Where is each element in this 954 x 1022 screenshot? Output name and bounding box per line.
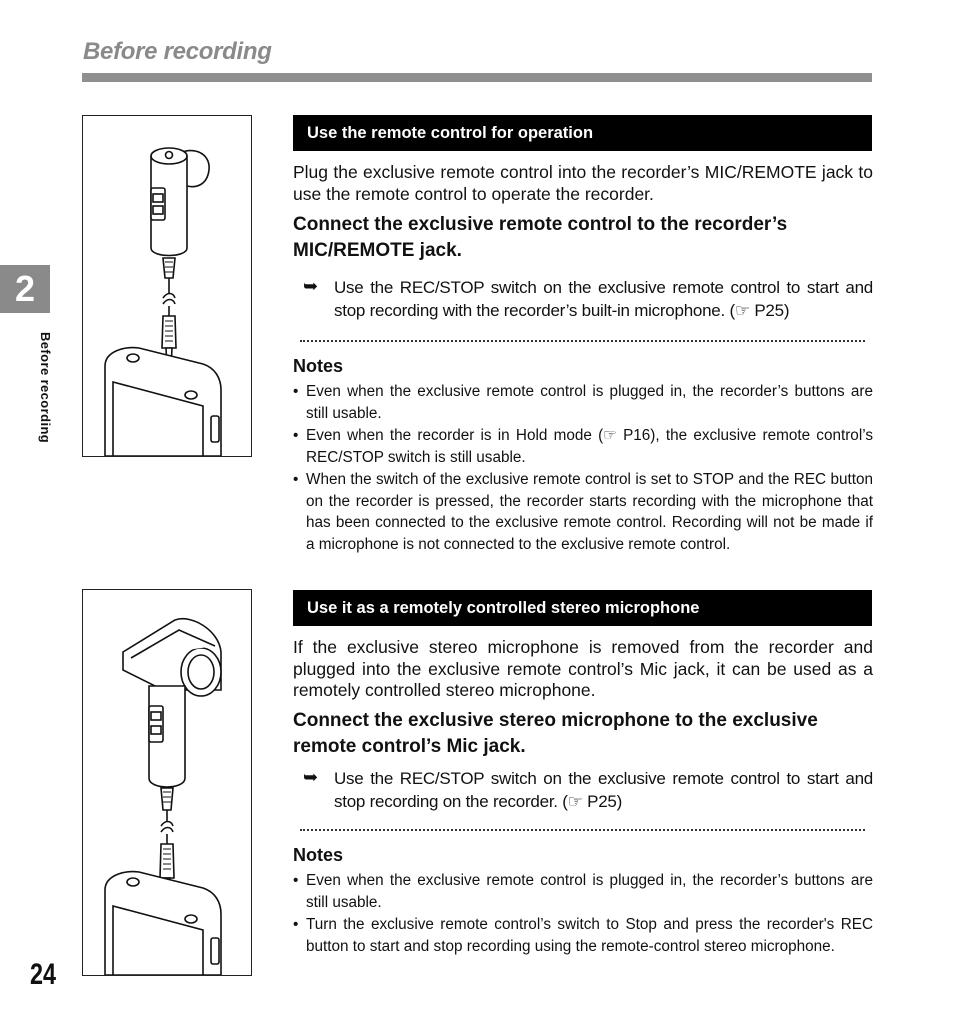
notes-title: Notes bbox=[293, 845, 344, 865]
note-item: • When the switch of the exclusive remote control is set to STOP and the REC button on the recorder is pressed, the recorder starts recording with the microphone that has been connected to the exclusive remote control. Recording will not be made if a microphone is not connected to the exclusive remote control. bbox=[293, 469, 873, 555]
step-item bbox=[293, 767, 873, 813]
note-item: • Even when the exclusive remote control is plugged in, the recorder’s buttons are still usable. bbox=[293, 870, 873, 913]
arrow-icon: ➥ bbox=[303, 767, 319, 787]
note-item: • Even when the recorder is in Hold mode (☞ P16), the exclusive remote control’s REC/STOP switch is still usable. bbox=[293, 425, 873, 468]
section-heading-remote-control: Use the remote control for operation bbox=[293, 115, 872, 151]
section-intro: Plug the exclusive remote control into the recorder’s MIC/REMOTE jack to use the remote control to operate the recorder. bbox=[293, 162, 873, 204]
notes-list bbox=[293, 870, 873, 958]
dotted-divider bbox=[300, 829, 865, 831]
step-text: Use the REC/STOP switch on the exclusive remote control to start and stop recording on the recorder. (☞ P25) bbox=[334, 769, 873, 811]
step-text: Use the REC/STOP switch on the exclusive remote control to start and stop recording with the recorder’s built-in microphone. (☞ P25) bbox=[334, 278, 873, 320]
notes-title: Notes bbox=[293, 356, 344, 376]
section-intro: If the exclusive stereo microphone is removed from the recorder and plugged into the exclusive remote control’s Mic jack, it can be used as a remotely controlled stereo microphone. bbox=[293, 637, 873, 700]
section-subheading: Connect the exclusive remote control to the recorder’s MIC/REMOTE jack. bbox=[293, 214, 788, 261]
sidebar-section-label: Before recording bbox=[38, 332, 53, 444]
header-rule bbox=[82, 73, 872, 82]
section-subheading: Connect the exclusive stereo microphone to the exclusive remote control’s Mic jack. bbox=[293, 710, 818, 757]
step-item bbox=[293, 276, 873, 322]
stereo-microphone-illustration bbox=[82, 589, 252, 976]
dotted-divider bbox=[300, 340, 865, 342]
remote-control-illustration bbox=[82, 115, 252, 457]
section-heading-stereo-microphone: Use it as a remotely controlled stereo microphone bbox=[293, 590, 872, 626]
page-number: 24 bbox=[30, 958, 57, 991]
chapter-tab: 2 bbox=[0, 265, 50, 313]
note-item: • Even when the exclusive remote control is plugged in, the recorder’s buttons are still usable. bbox=[293, 381, 873, 424]
note-item: • Turn the exclusive remote control’s switch to Stop and press the recorder's REC button to start and stop recording using the remote-control stereo microphone. bbox=[293, 914, 873, 957]
page-header-title: Before recording bbox=[83, 38, 272, 65]
notes-list bbox=[293, 381, 873, 556]
arrow-icon: ➥ bbox=[303, 276, 319, 296]
